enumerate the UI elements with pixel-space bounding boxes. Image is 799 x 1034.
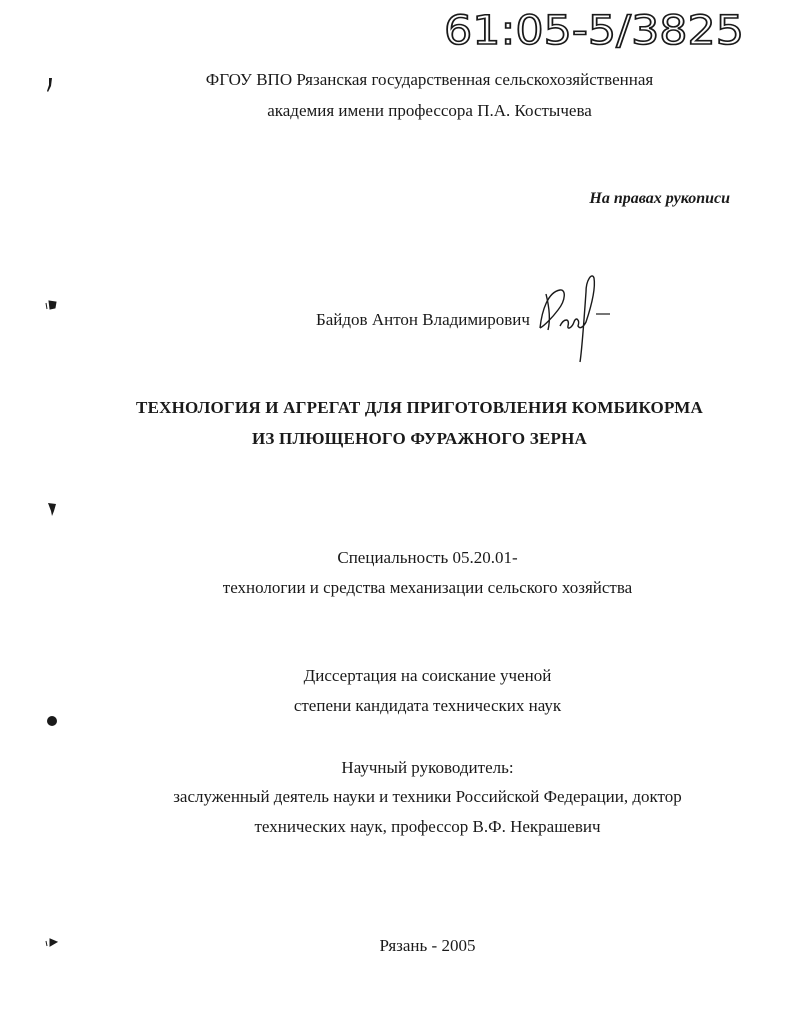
supervisor-line-1: заслуженный деятель науки и техники Российской Федерации, доктор bbox=[173, 787, 682, 806]
scan-mark bbox=[44, 296, 60, 314]
archive-number-text: 61:05-5/3825 bbox=[444, 8, 744, 54]
supervisor-heading: Научный руководитель: bbox=[341, 758, 514, 777]
author-block bbox=[300, 270, 640, 370]
author-name: Байдов Антон Владимирович bbox=[316, 310, 530, 329]
manuscript-rights-note: На правах рукописи bbox=[589, 190, 730, 207]
dissertation-title-line-2: ИЗ ПЛЮЩЕНОГО ФУРАЖНОГО ЗЕРНА bbox=[252, 429, 587, 448]
specialty-line-2: технологии и средства механизации сельского хозяйства bbox=[222, 578, 633, 597]
author-signature bbox=[536, 270, 626, 370]
city-year: Рязань - 2005 bbox=[379, 936, 476, 955]
dissertation-title-line-1: ТЕХНОЛОГИЯ И АГРЕГАТ ДЛЯ ПРИГОТОВЛЕНИЯ КОМБИКОРМА bbox=[136, 398, 703, 417]
institution-line-1: ФГОУ ВПО Рязанская государственная сельскохозяйственная bbox=[205, 70, 654, 89]
scan-mark bbox=[44, 500, 60, 518]
degree-line-1: Диссертация на соискание ученой bbox=[303, 666, 552, 685]
specialty-line-1: Специальность 05.20.01- bbox=[337, 548, 518, 567]
supervisor-line-2: технических наук, профессор В.Ф. Некрашевич bbox=[254, 817, 601, 836]
degree-line-2: степени кандидата технических наук bbox=[293, 696, 562, 715]
handwritten-archive-number bbox=[440, 4, 760, 54]
institution-line-2: академия имени профессора П.А. Костычева bbox=[267, 101, 592, 120]
